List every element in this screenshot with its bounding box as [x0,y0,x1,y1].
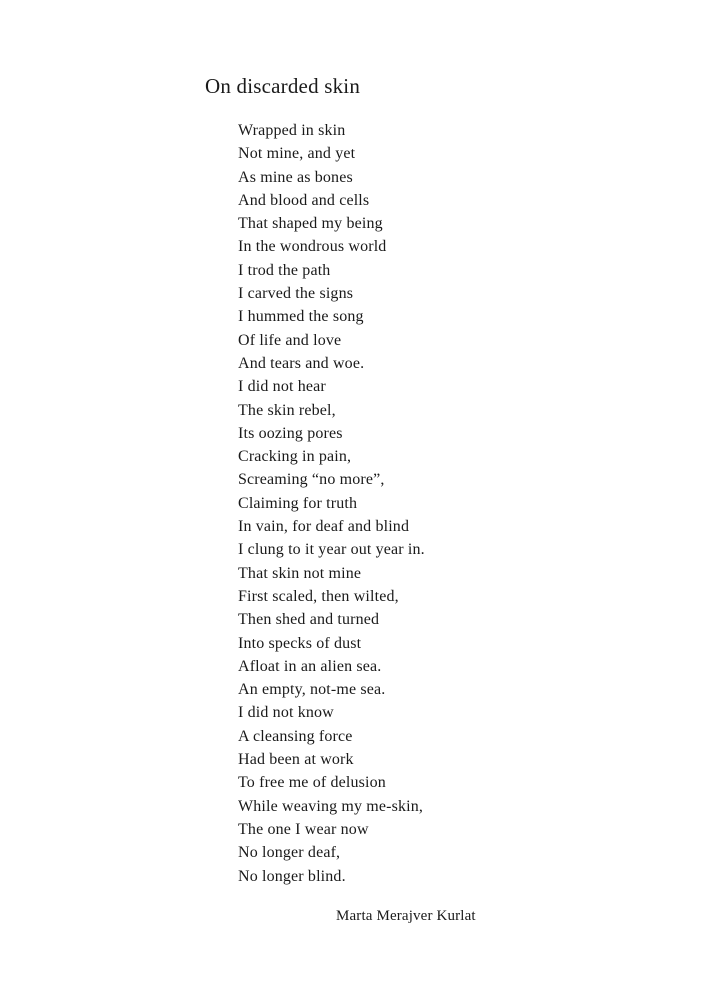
poem-line: Then shed and turned [238,611,380,629]
poem-line: I trod the path [238,261,331,279]
poem-line: As mine as bones [238,168,353,186]
poem-line: That shaped my being [238,215,383,233]
poem-line: To free me of delusion [238,774,386,792]
poem-line: And tears and woe. [238,354,365,372]
poem-line: I hummed the song [238,308,364,326]
poem-line: I did not know [238,704,334,722]
poem-line: The one I wear now [238,820,369,838]
poem-line: I did not hear [238,378,326,396]
poem-line: Not mine, and yet [238,145,356,163]
poem-line: Afloat in an alien sea. [238,657,382,675]
poem-line: Had been at work [238,751,354,769]
poem-line: I carved the signs [238,285,354,303]
poem-body [238,119,425,888]
poem-line: In the wondrous world [238,238,387,256]
poem-line: In vain, for deaf and blind [238,518,410,536]
poem-title: On discarded skin [205,74,361,98]
poem-line: Claiming for truth [238,494,358,512]
poem-line: Into specks of dust [238,634,362,652]
poem-author: Marta Merajver Kurlat [336,908,476,924]
poem-line: A cleansing force [238,727,353,745]
poem-line: Wrapped in skin [238,122,346,139]
poem-line: Cracking in pain, [238,448,352,466]
poem-line: I clung to it year out year in. [238,541,425,559]
poem-line: An empty, not-me sea. [238,681,386,699]
poem-line: No longer deaf, [238,844,341,862]
poem-line: Of life and love [238,331,342,349]
poem-line: Screaming “no more”, [238,471,385,489]
poem-line: The skin rebel, [238,401,336,419]
poem-line: No longer blind. [238,867,346,885]
poem-line: And blood and cells [238,191,370,209]
poem-line: First scaled, then wilted, [238,587,399,605]
poem-line: That skin not mine [238,564,362,582]
poem-line: Its oozing pores [238,424,343,442]
poem-line: While weaving my me-skin, [238,797,424,815]
